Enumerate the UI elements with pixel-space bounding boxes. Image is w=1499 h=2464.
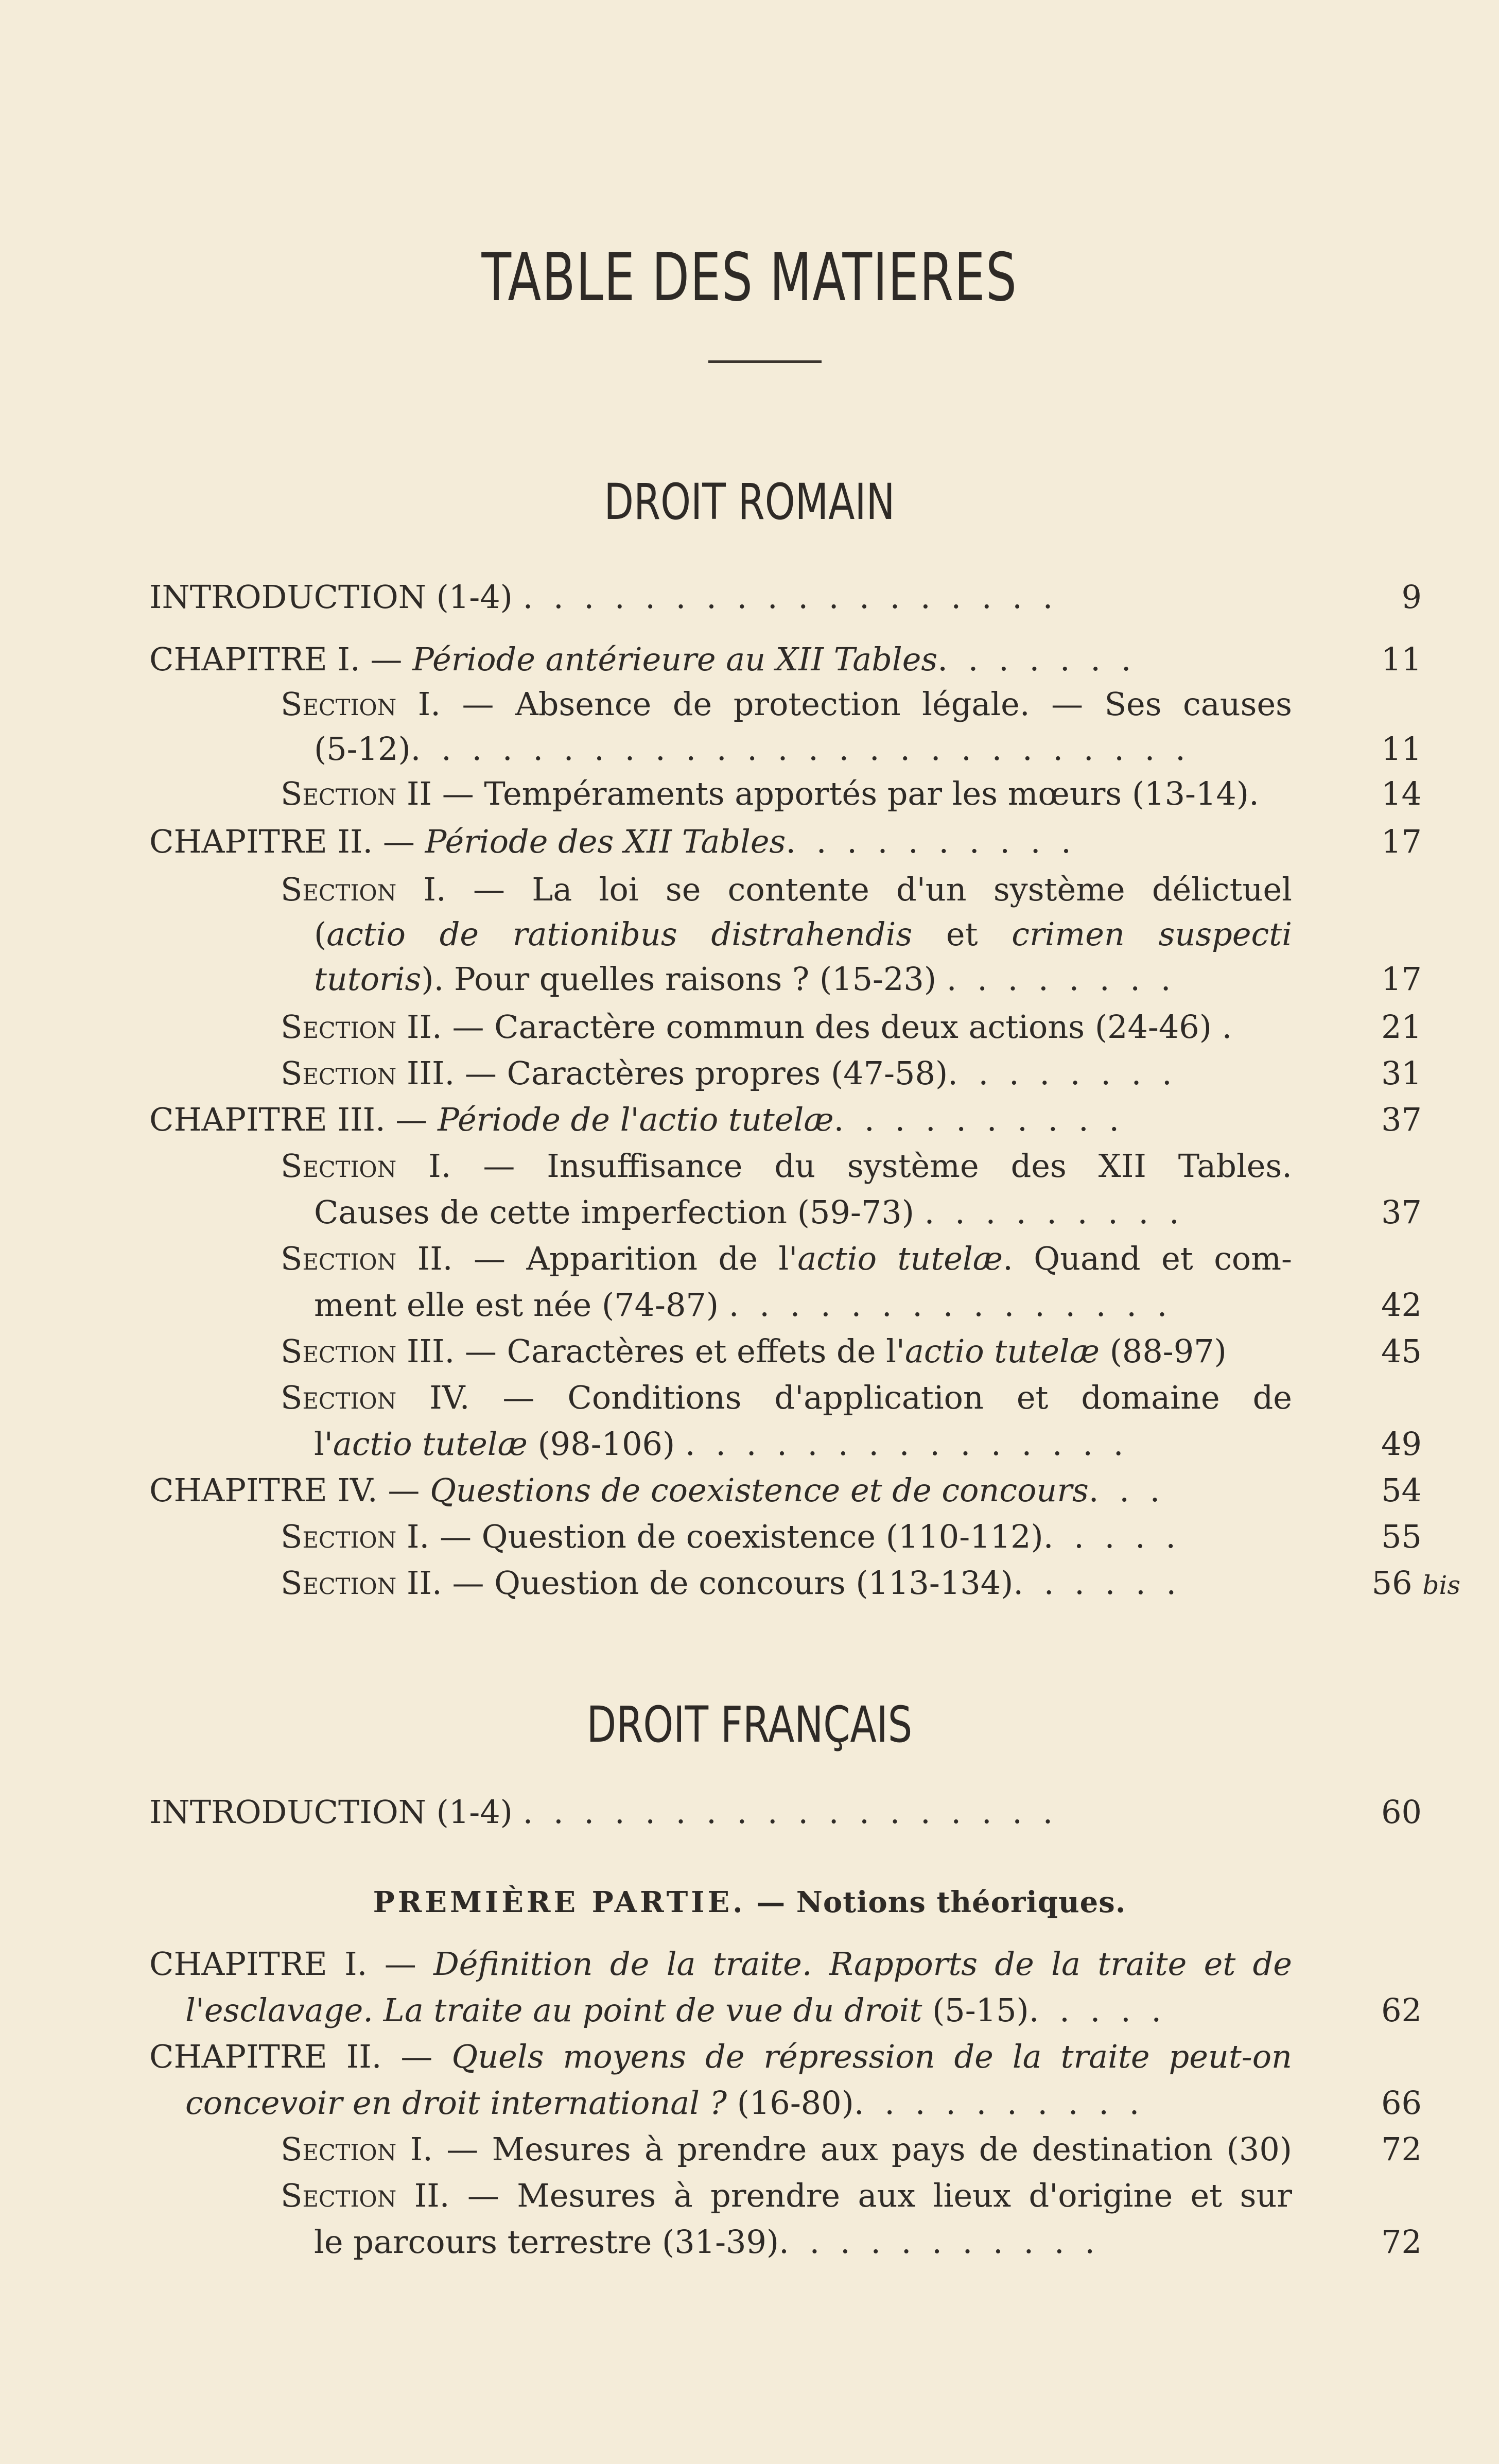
section-text: — Question de concours (113-134) xyxy=(452,1564,1014,1602)
section-text: — Conditions d'application et domaine de xyxy=(502,1379,1292,1416)
part-dash: — xyxy=(756,1885,786,1919)
page-number xyxy=(1342,1560,1460,1608)
toc-entry-romain-c3-s4-line2[interactable] xyxy=(314,1421,1292,1467)
section-text: — Insuffisance du système des XII Tables. xyxy=(483,1147,1292,1185)
section-text: — Apparition de l' xyxy=(473,1240,798,1277)
entry-label: CHAPITRE I. — xyxy=(149,1945,416,1983)
section-label: Section I. xyxy=(281,685,441,723)
leader-dots: . . . . . . . . . . . . . . . . . . xyxy=(522,1793,1058,1831)
section-label: Section I. xyxy=(281,1147,451,1185)
page-number-value: 56 xyxy=(1371,1564,1413,1602)
page-number: 37 xyxy=(1381,1101,1422,1138)
part-heading xyxy=(0,1879,1499,1925)
toc-entry-romain-c3-s2-line1[interactable] xyxy=(281,1236,1292,1282)
entry-label: CHAPITRE II. — xyxy=(149,823,415,860)
entry-label: CHAPITRE II. — xyxy=(149,2038,433,2075)
section-label: Section I. xyxy=(281,1518,430,1555)
page-number: 14 xyxy=(1381,775,1422,812)
entry-title: concevoir en droit international ? xyxy=(185,2084,727,2122)
toc-entry-romain-c3-s1-line1[interactable] xyxy=(281,1143,1292,1189)
leader-dots: . . . . . . . . . . . xyxy=(779,2223,1100,2261)
page-number: 31 xyxy=(1381,1054,1422,1092)
leader-dots: . . . . . . . . . . . . . . . . . . . . . . . . . . xyxy=(410,730,1191,768)
section-label: Section II. xyxy=(281,1564,442,1602)
section-text: — Caractère commun des deux actions (24-46) xyxy=(452,1008,1212,1046)
toc-entry-francais-c2-s2-line2[interactable] xyxy=(314,2219,1292,2265)
section-label: Section II. xyxy=(281,1240,453,1277)
section-text: (98-106) xyxy=(527,1425,675,1463)
toc-entry-romain-c1-s1-line2[interactable] xyxy=(314,726,1292,772)
section-text: l' xyxy=(314,1425,333,1463)
page-number: 62 xyxy=(1381,1991,1422,2029)
toc-entry-romain-c4-s2[interactable] xyxy=(281,1560,1292,1606)
entry-title: l'esclavage. La traite au point de vue du droit xyxy=(185,1991,922,2029)
section-text: — La loi se contente d'un système délictuel xyxy=(473,871,1292,908)
section-label: Section II xyxy=(281,775,432,812)
section-text-italic: actio tutelæ xyxy=(333,1425,528,1463)
section-text: — Caractères et effets de l' xyxy=(464,1332,905,1370)
page-number: 72 xyxy=(1381,2223,1422,2261)
toc-entry-romain-c2-s1-line1[interactable] xyxy=(281,866,1292,913)
section-text: — Caractères propres (47-58) xyxy=(464,1054,948,1092)
section-text: (5-12) xyxy=(314,730,411,768)
section-label: Section II. xyxy=(281,1008,442,1046)
heading-droit-francais: DROIT FRANÇAIS xyxy=(586,1696,913,1754)
page-number: 49 xyxy=(1381,1425,1422,1463)
section-text: — Tempéraments apportés par les mœurs (13-14). xyxy=(442,775,1259,812)
page-number: 54 xyxy=(1381,1471,1422,1509)
section-text: (88-97) xyxy=(1100,1332,1227,1370)
page-number: 11 xyxy=(1381,730,1422,768)
section-text: . Quand et com- xyxy=(1003,1240,1292,1277)
section-label: Section I. xyxy=(281,871,446,908)
section-label: Section IV. xyxy=(281,1379,470,1416)
section-text-italic: actio de rationibus distrahendis xyxy=(326,915,913,953)
section-text: — Question de coexistence (110-112) xyxy=(439,1518,1043,1555)
toc-entry-francais-introduction[interactable] xyxy=(149,1789,1292,1835)
page-suffix: bis xyxy=(1422,1570,1460,1600)
entry-refs: (5-15) xyxy=(932,1991,1029,2029)
title-rule xyxy=(708,360,822,363)
section-text: — Mesures à prendre aux pays de destination (30) xyxy=(446,2130,1292,2168)
page-number: 55 xyxy=(1381,1518,1422,1555)
toc-entry-francais-chapitre-1-line2[interactable] xyxy=(185,1987,1292,2034)
toc-entry-francais-c2-s2-line1[interactable] xyxy=(281,2173,1292,2219)
toc-entry-romain-introduction[interactable] xyxy=(149,574,1292,620)
page-number: 66 xyxy=(1381,2084,1422,2122)
page-number: 37 xyxy=(1381,1193,1422,1231)
toc-entry-romain-c4-s1[interactable] xyxy=(281,1514,1292,1560)
entry-title: Quels moyens de répression de la traite peut-on xyxy=(451,2038,1292,2075)
toc-entry-francais-chapitre-1-line1[interactable] xyxy=(149,1941,1292,1987)
section-text: Causes de cette imperfection (59-73) xyxy=(314,1193,914,1231)
leader-dots: . . . . . xyxy=(1029,1991,1167,2029)
entry-title: Questions de coexistence et de concours xyxy=(430,1471,1089,1509)
leader-dots: . xyxy=(1222,1008,1237,1046)
toc-entry-romain-chapitre-2[interactable] xyxy=(149,819,1292,865)
section-label: Section II. xyxy=(281,2177,450,2214)
page-number: 11 xyxy=(1381,640,1422,678)
toc-entry-romain-c3-s1-line2[interactable] xyxy=(314,1189,1292,1236)
section-text-italic: actio tutelæ xyxy=(797,1240,1003,1277)
toc-entry-romain-c3-s2-line2[interactable] xyxy=(314,1282,1292,1328)
page-number: 17 xyxy=(1381,960,1422,998)
page-number: 72 xyxy=(1381,2130,1422,2168)
page-number: 45 xyxy=(1381,1332,1422,1370)
entry-title: Période antérieure au XII Tables xyxy=(412,640,938,678)
entry-title: Période de l'actio tutelæ xyxy=(438,1101,834,1138)
entry-title: Période des XII Tables xyxy=(425,823,786,860)
leader-dots: . . . . . . . . xyxy=(948,1054,1177,1092)
entry-label: CHAPITRE III. — xyxy=(149,1101,428,1138)
toc-entry-romain-chapitre-3[interactable] xyxy=(149,1097,1292,1143)
part-title: Notions théoriques. xyxy=(796,1885,1126,1919)
section-label: Section III. xyxy=(281,1054,455,1092)
toc-entry-romain-chapitre-4[interactable] xyxy=(149,1467,1292,1514)
leader-dots: . . . . . . . xyxy=(937,640,1137,678)
page-title: TABLE DES MATIERES xyxy=(481,239,1018,316)
toc-entry-romain-c2-s2[interactable] xyxy=(281,1004,1292,1050)
section-text: — Absence de protection légale. — Ses causes xyxy=(462,685,1292,723)
section-label: Section III. xyxy=(281,1332,455,1370)
toc-entry-romain-c3-s4-line1[interactable] xyxy=(281,1375,1292,1421)
toc-entry-romain-c2-s3[interactable] xyxy=(281,1050,1292,1097)
section-label: Section I. xyxy=(281,2130,433,2168)
leader-dots: . . . xyxy=(1088,1471,1165,1509)
section-text-italic: crimen suspecti xyxy=(1012,915,1292,953)
leader-dots: . . . . . . xyxy=(1013,1564,1182,1602)
entry-label: CHAPITRE IV. — xyxy=(149,1471,420,1509)
section-text: et xyxy=(912,915,1012,953)
leader-dots: . . . . . . . . . . xyxy=(833,1101,1125,1138)
toc-entry-francais-c2-s1[interactable] xyxy=(281,2126,1292,2173)
heading-droit-romain: DROIT ROMAIN xyxy=(604,473,895,531)
leader-dots: . . . . . . . . . . xyxy=(786,823,1076,860)
page-number: 9 xyxy=(1401,578,1422,616)
page-number: 60 xyxy=(1381,1793,1422,1831)
leader-dots: . . . . . . . . . xyxy=(924,1193,1184,1231)
toc-entry-romain-c2-s1-line2[interactable] xyxy=(314,911,1292,958)
page-number: 17 xyxy=(1381,823,1422,860)
toc-entry-francais-chapitre-2-line1[interactable] xyxy=(149,2034,1292,2080)
page-number: 42 xyxy=(1381,1286,1422,1324)
toc-entry-romain-chapitre-1[interactable] xyxy=(149,636,1292,683)
section-text-italic: tutoris xyxy=(314,960,422,998)
leader-dots: . . . . . . . . . . . . . . . xyxy=(685,1425,1129,1463)
leader-dots: . . . . . . . . xyxy=(946,960,1176,998)
entry-label: INTRODUCTION (1-4) xyxy=(149,578,513,616)
section-text-italic: actio tutelæ xyxy=(904,1332,1100,1370)
entry-label: INTRODUCTION (1-4) xyxy=(149,1793,513,1831)
toc-entry-romain-c3-s3[interactable] xyxy=(281,1328,1292,1375)
section-text: ment elle est née (74-87) xyxy=(314,1286,719,1324)
part-label: PREMIÈRE PARTIE. xyxy=(373,1885,746,1919)
entry-label: CHAPITRE I. — xyxy=(149,640,403,678)
page-number: 21 xyxy=(1381,1008,1422,1046)
section-text: ( xyxy=(314,915,327,953)
leader-dots: . . . . . xyxy=(1043,1518,1181,1555)
leader-dots: . . . . . . . . . . xyxy=(853,2084,1145,2122)
leader-dots: . . . . . . . . . . . . . . . . . . xyxy=(522,578,1058,616)
section-text: le parcours terrestre (31-39) xyxy=(314,2223,779,2261)
section-text: ). Pour quelles raisons ? (15-23) xyxy=(421,960,937,998)
section-text: — Mesures à prendre aux lieux d'origine et sur xyxy=(467,2177,1292,2214)
toc-entry-romain-c1-s1-line1[interactable] xyxy=(281,681,1292,727)
toc-entry-romain-c1-s2[interactable] xyxy=(281,771,1292,817)
entry-title: Définition de la traite. Rapports de la traite et de xyxy=(433,1945,1292,1983)
leader-dots: . . . . . . . . . . . . . . . xyxy=(728,1286,1173,1324)
toc-entry-romain-c2-s1-line3[interactable] xyxy=(314,956,1292,1002)
toc-entry-francais-chapitre-2-line2[interactable] xyxy=(185,2080,1292,2126)
entry-refs: (16-80) xyxy=(737,2084,854,2122)
